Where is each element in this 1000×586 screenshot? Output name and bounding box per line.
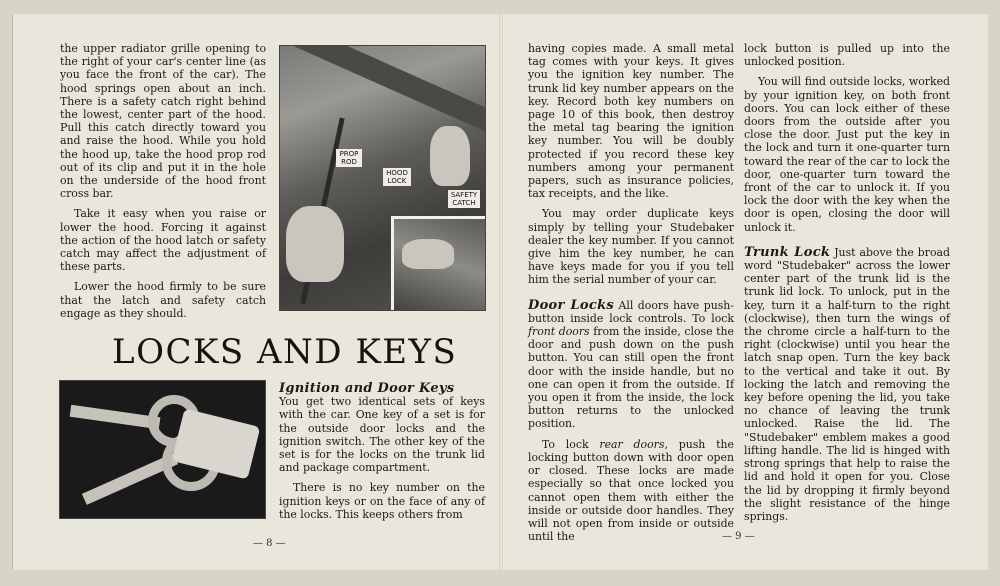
trunk-lock-heading: Trunk Lock: [744, 244, 831, 260]
hand-photo-element: [286, 206, 344, 282]
right-column-2: [744, 42, 950, 530]
hand-photo-element: [430, 126, 470, 186]
ignition-heading: Ignition and Door Keys: [279, 381, 455, 396]
paragraph: having copies made. A small metal tag comes with your keys. It gives you the ignition key number. The trunk lid key number appears on the key. Record both key numbers on page 10 of this book, then destroy the metal tag bearing the ignition key number. You will be doubly protected if you record these key numbers among your permanent papers, such as insurance policies, tax receipts, and the like.: [528, 42, 734, 201]
paragraph: You may order duplicate keys simply by telling your Studebaker dealer the key number. If you cannot give him the key number, he can have keys made for you if you tell him the serial number of your car.: [528, 207, 734, 287]
hood-lock-label: HOOD LOCK: [383, 168, 411, 186]
door-locks-heading: Door Locks: [528, 297, 615, 313]
paragraph: Lower the hood firmly to be sure that the latch and safety catch engage as they should.: [60, 280, 266, 320]
ignition-keys-section: [279, 382, 485, 528]
paragraph: You get two identical sets of keys with the car. One key of a set is for the outside door locks and the ignition switch. The other key of the set is for the locks on the trunk lid and package compartment.: [279, 395, 485, 475]
hood-latch-photo: [279, 45, 486, 311]
book-spine: [499, 14, 503, 570]
paragraph: Take it easy when you raise or lower the hood. Forcing it against the action of the hood latch or safety catch may affect the adjustment of these parts.: [60, 207, 266, 274]
page-number-right: — 9 —: [722, 531, 755, 542]
paragraph: You will find outside locks, worked by your ignition key, on both front doors. You can lock either of these doors from the outside after you close the door. Just put the key in the lock and turn it one-quarter turn toward the rear of the car to lock the door, one-quarter turn toward the front of the car to unlock it. If you lock the door with the key when the door is open, closing the door will unlock it.: [744, 75, 950, 234]
paragraph: To lock rear doors, push the locking button down with door open or closed. These locks are made especially so that once locked you cannot open them with either the inside or outside door handles. They will not open from inside or outside until the: [528, 437, 734, 544]
section-title: LOCKS AND KEYS: [112, 332, 458, 372]
keys-photo: [59, 380, 266, 519]
door-locks-paragraph: Door Locks All doors have push-button inside lock controls. To lock front doors from the inside, close the door and push down on the push button. You can still open the front door with the inside handle, but no one can open it from the outside. If you open it from the inside, the lock button returns to the unlocked position.: [528, 297, 734, 431]
paragraph: lock button is pulled up into the unlocked position.: [744, 42, 950, 69]
trunk-lock-paragraph: Trunk Lock Just above the broad word "Studebaker" across the lower center part of the trunk lid is the trunk lid lock. To unlock, put in the key, turn it a half-turn to the right (clockwise), then turn the wings of the chrome circle a half-turn to the right (clockwise) until you hear the latch snap open. Turn the key back to the vertical and take it out. By locking the latch and removing the key before opening the lid, you take no chance of leaving the trunk unlocked. Raise the lid. The "Studebaker" emblem makes a good lifting handle. The lid is hinged with strong springs that help to raise the lid and hold it open for you. Close the lid by dropping it firmly beyond the slight resistance of the hinge springs.: [744, 244, 951, 523]
page-number-left: — 8 —: [253, 538, 286, 549]
right-column-1: [528, 42, 734, 550]
prop-rod-label: PROP ROD: [336, 149, 362, 167]
safety-catch-label: SAFETY CATCH: [448, 190, 480, 208]
paragraph: the upper radiator grille opening to the right of your car's center line (as you face the front of the car). The hood springs open about an inch. There is a safety catch right behind the lowest, center part of the hood. Pull this catch directly toward you and raise the hood. While you hold the hood up, take the hood prop rod out of its clip and put it in the hole on the underside of the hood front cross bar.: [60, 42, 266, 201]
hood-inset-photo: [391, 216, 486, 311]
left-top-column: [60, 42, 266, 327]
paragraph: There is no key number on the ignition keys or on the face of any of the locks. This keeps others from: [279, 481, 485, 521]
